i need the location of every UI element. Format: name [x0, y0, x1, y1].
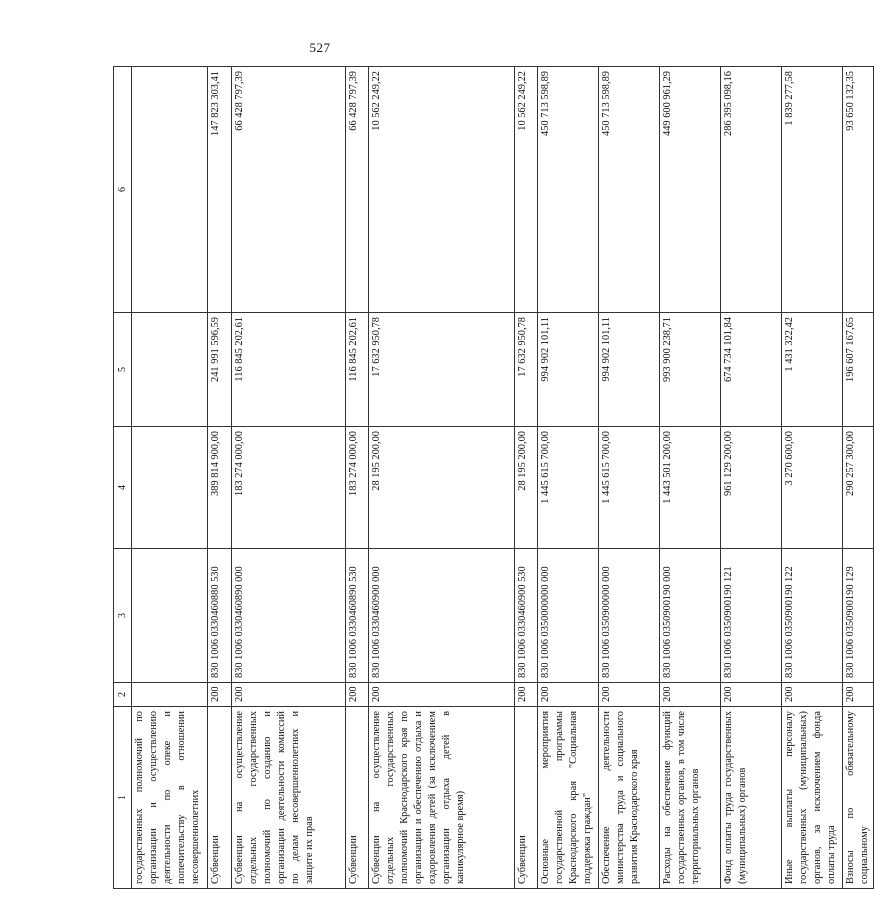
row-value-6: 93 650 132,35: [843, 67, 874, 313]
row-value-5: 1 431 322,42: [782, 313, 843, 427]
row-value-4: 961 129 200,00: [721, 427, 782, 549]
row-value-4: [132, 427, 208, 549]
row-value-4: 389 814 900,00: [208, 427, 232, 549]
row-name: Субвенции на осуществление отдельных государственных полномочий Краснодарского края по организации и обеспечению отдыха и оздоровления детей (за исключением организации отдыха детей в каникулярное время): [369, 707, 515, 889]
row-value-5: 993 900 238,71: [660, 313, 721, 427]
row-kbk: 830 1006 0330460900 000: [369, 549, 515, 683]
row-name: Обеспечение деятельности министерства труда и социального развития Краснодарского края: [599, 707, 660, 889]
row-kbk: 830 1006 0350900190 000: [660, 549, 721, 683]
row-kbk: 830 1006 0350900190 129: [843, 549, 874, 683]
row-value-4: 183 274 000,00: [346, 427, 369, 549]
row-value-5: 994 902 101,11: [599, 313, 660, 427]
row-code: 200: [369, 683, 515, 707]
row-kbk: 830 1006 0350900000 000: [599, 549, 660, 683]
row-kbk: 830 1006 0350000000 000: [538, 549, 599, 683]
row-name: Субвенции: [208, 707, 232, 889]
row-value-4: 1 445 615 700,00: [599, 427, 660, 549]
table-row: [660, 67, 721, 889]
table-row: [132, 67, 208, 889]
header-cell-4: 4: [114, 427, 132, 549]
row-kbk: 830 1006 0330460900 530: [515, 549, 538, 683]
row-code: 200: [538, 683, 599, 707]
row-name: Субвенции: [515, 707, 538, 889]
table-viewport: [113, 67, 871, 889]
row-name: Расходы на обеспечение функций государственных органов, в том числе территориальных органов: [660, 707, 721, 889]
table-row: [721, 67, 782, 889]
row-name: Основные мероприятия государственной программы Краснодарского края "Социальная поддержка граждан": [538, 707, 599, 889]
row-value-6: 450 713 598,89: [599, 67, 660, 313]
table-row: [208, 67, 232, 889]
row-kbk: 830 1006 0350900190 121: [721, 549, 782, 683]
table-row: [599, 67, 660, 889]
row-value-5: 196 607 167,65: [843, 313, 874, 427]
row-value-6: 10 562 249,22: [515, 67, 538, 313]
row-code: 200: [721, 683, 782, 707]
table-row: [232, 67, 346, 889]
row-value-4: 28 195 200,00: [369, 427, 515, 549]
row-kbk: [132, 549, 208, 683]
header-cell-5: 5: [114, 313, 132, 427]
row-value-5: 17 632 950,78: [515, 313, 538, 427]
row-value-5: 994 902 101,11: [538, 313, 599, 427]
row-value-6: 450 713 598,89: [538, 67, 599, 313]
row-kbk: 830 1006 0330460890 000: [232, 549, 346, 683]
row-value-6: 10 562 249,22: [369, 67, 515, 313]
row-code: [132, 683, 208, 707]
row-name: Взносы по обязательному социальному: [843, 707, 874, 889]
row-value-4: 1 443 501 200,00: [660, 427, 721, 549]
row-value-6: 449 600 961,29: [660, 67, 721, 313]
row-value-4: 1 445 615 700,00: [538, 427, 599, 549]
header-cell-6: 6: [114, 67, 132, 313]
row-value-6: 1 839 277,58: [782, 67, 843, 313]
row-kbk: 830 1006 0350900190 122: [782, 549, 843, 683]
row-value-5: 241 991 596,59: [208, 313, 232, 427]
row-value-5: 116 845 202,61: [346, 313, 369, 427]
table-row: [515, 67, 538, 889]
row-value-5: 116 845 202,61: [232, 313, 346, 427]
row-value-6: [132, 67, 208, 313]
row-code: 200: [660, 683, 721, 707]
row-name: Субвенции: [346, 707, 369, 889]
header-cell-2: 2: [114, 683, 132, 707]
table-row: [538, 67, 599, 889]
row-name: государственных полномочий по организации и осуществлению деятельности по опеке и попечительству в отношении несовершеннолетних: [132, 707, 208, 889]
header-cell-3: 3: [114, 549, 132, 683]
row-code: 200: [599, 683, 660, 707]
row-value-6: 66 428 797,39: [232, 67, 346, 313]
header-cell-1: 1: [114, 707, 132, 889]
row-value-5: 17 632 950,78: [369, 313, 515, 427]
row-value-5: 674 734 101,84: [721, 313, 782, 427]
row-value-4: 28 195 200,00: [515, 427, 538, 549]
row-kbk: 830 1006 0330460890 530: [346, 549, 369, 683]
row-value-6: 286 395 098,16: [721, 67, 782, 313]
table-row: [346, 67, 369, 889]
row-code: 200: [208, 683, 232, 707]
table-row: [843, 67, 874, 889]
row-code: 200: [515, 683, 538, 707]
row-name: Иные выплаты персоналу государственных (муниципальных) органов, за исключением фонда оплаты труда: [782, 707, 843, 889]
row-name: Фонд оплаты труда государственных (муниципальных) органов: [721, 707, 782, 889]
row-value-6: 66 428 797,39: [346, 67, 369, 313]
row-code: 200: [232, 683, 346, 707]
budget-table: [113, 66, 874, 889]
table-row: [782, 67, 843, 889]
page-number: 527: [309, 40, 331, 55]
row-value-4: 290 257 300,00: [843, 427, 874, 549]
row-code: 200: [346, 683, 369, 707]
row-kbk: 830 1006 0330460880 530: [208, 549, 232, 683]
row-value-5: [132, 313, 208, 427]
row-value-4: 3 270 600,00: [782, 427, 843, 549]
rotated-page-content: [113, 67, 871, 889]
table-row: [369, 67, 515, 889]
row-name: Субвенции на осуществление отдельных государственных полномочий по созданию и организации деятельности комиссий по делам несовершеннолетних и защите их прав: [232, 707, 346, 889]
row-value-6: 147 823 303,41: [208, 67, 232, 313]
row-code: 200: [843, 683, 874, 707]
row-code: 200: [782, 683, 843, 707]
row-value-4: 183 274 000,00: [232, 427, 346, 549]
table-header-row: [114, 67, 132, 889]
